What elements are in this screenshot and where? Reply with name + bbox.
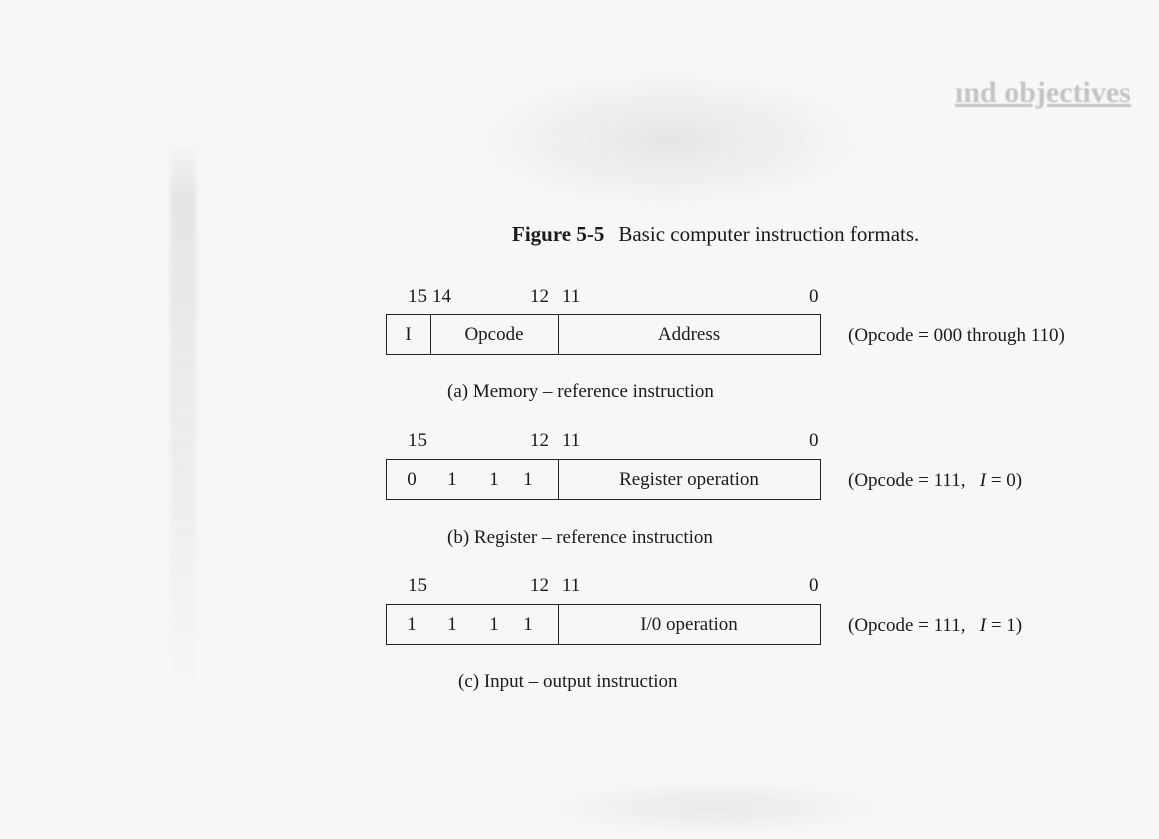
bit-label-0: 0 bbox=[809, 575, 819, 596]
bit-label-0: 0 bbox=[809, 430, 819, 451]
figure-caption bbox=[512, 222, 919, 247]
bit-label-15: 15 bbox=[408, 575, 427, 596]
bit-label-0: 0 bbox=[809, 286, 819, 307]
bit-value-14: 1 bbox=[447, 613, 457, 635]
instruction-box bbox=[386, 459, 821, 500]
note-variable: I bbox=[979, 615, 987, 636]
subcaption-b: (b) Register – reference instruction bbox=[447, 527, 713, 548]
bit-label-12: 12 bbox=[530, 430, 549, 451]
bit-value-13: 1 bbox=[489, 613, 499, 635]
scan-shadow-left bbox=[170, 140, 196, 700]
bit-label-14: 14 bbox=[432, 286, 451, 307]
figure-label: Figure 5-5 bbox=[512, 222, 605, 246]
field-register-operation: Register operation bbox=[619, 468, 759, 490]
opcode-note bbox=[848, 470, 1022, 492]
field-io-operation: I/0 operation bbox=[640, 613, 738, 635]
bit-value-12: 1 bbox=[523, 613, 533, 635]
bit-label-12: 12 bbox=[530, 575, 549, 596]
bit-label-15: 15 bbox=[408, 286, 427, 307]
scan-shadow-top bbox=[470, 70, 870, 210]
instruction-box bbox=[386, 314, 821, 355]
note-suffix: = 1) bbox=[986, 615, 1023, 636]
opcode-note bbox=[848, 615, 1022, 637]
field-indirect-bit: I bbox=[405, 323, 412, 345]
subcaption-c: (c) Input – output instruction bbox=[458, 671, 678, 692]
note-prefix: (Opcode = 111, bbox=[848, 615, 966, 636]
bit-value-14: 1 bbox=[447, 468, 457, 490]
bit-label-12: 12 bbox=[530, 286, 549, 307]
field-opcode: Opcode bbox=[464, 323, 524, 345]
scan-shadow-bottom bbox=[540, 780, 890, 835]
bit-label-11: 11 bbox=[562, 430, 581, 451]
instruction-box bbox=[386, 604, 821, 645]
bit-value-12: 1 bbox=[523, 468, 533, 490]
figure-title: Basic computer instruction formats. bbox=[618, 222, 920, 246]
field-address: Address bbox=[657, 323, 721, 345]
ghost-bleedthrough-heading: ınd objectives bbox=[955, 76, 1131, 109]
subcaption-a: (a) Memory – reference instruction bbox=[447, 381, 714, 402]
bit-label-15: 15 bbox=[408, 430, 427, 451]
opcode-note: (Opcode = 000 through 110) bbox=[848, 325, 1065, 346]
bit-value-13: 1 bbox=[489, 468, 499, 490]
note-suffix: = 0) bbox=[986, 470, 1023, 491]
note-prefix: (Opcode = 111, bbox=[848, 470, 966, 491]
note-variable: I bbox=[979, 470, 987, 491]
bit-label-11: 11 bbox=[562, 286, 581, 307]
bit-label-11: 11 bbox=[562, 575, 581, 596]
bit-value-15: 0 bbox=[407, 468, 417, 490]
bit-value-15: 1 bbox=[407, 613, 417, 635]
